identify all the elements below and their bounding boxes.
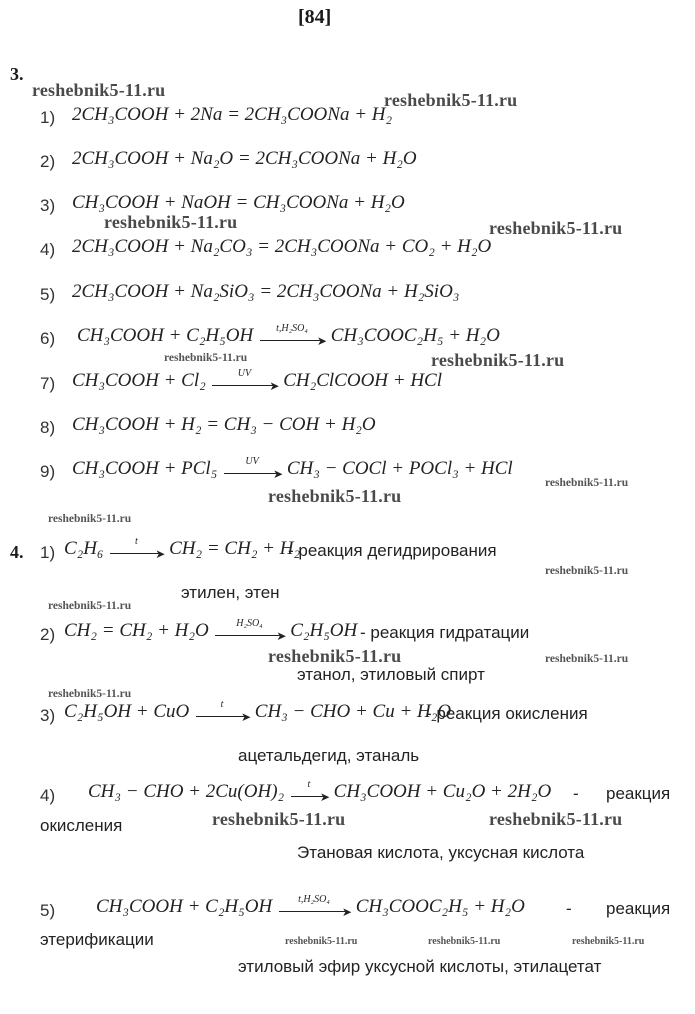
reaction-arrow-icon: UV ➤ (224, 471, 280, 474)
s4-item-3-right: CH₃ − CHO + Cu + H₂O (254, 701, 452, 722)
s3-item-3-num: 3) (40, 196, 56, 215)
reaction-arrow-icon: UV ➤ (212, 383, 276, 386)
reaction-arrow-icon: t,H₂SO₄ ➤ (260, 338, 324, 341)
s4-item-5-equation (96, 896, 525, 918)
watermark: reshebnik5-11.ru (431, 350, 565, 370)
watermark: reshebnik5-11.ru (572, 936, 645, 947)
s4-item-1-num: 1) (40, 543, 56, 562)
s4-item-5-num: 5) (40, 901, 56, 920)
s4-item-5-right: CH₃COOC₂H₅ + H₂O (355, 896, 525, 917)
s4-item-2-right: C₂H₅OH (290, 620, 358, 641)
watermark: reshebnik5-11.ru (489, 809, 623, 829)
watermark: reshebnik5-11.ru (212, 809, 346, 829)
s4-item-3-num: 3) (40, 706, 56, 725)
s4-item-5-left: CH₃COOH + C₂H₅OH (96, 896, 273, 917)
s4-item-4-dash: - (573, 784, 579, 803)
s4-item-4-reaction-word: реакция (606, 784, 671, 803)
reaction-arrow-icon: t,H₂SO₄ ➤ (279, 909, 349, 912)
s3-item-7-right: CH₂ClCOOH + HCl (283, 370, 443, 391)
section-3-label: 3. (10, 64, 24, 84)
s4-item-2-product-name: этанол, этиловый спирт (297, 665, 485, 684)
s3-item-7-left: CH₃COOH + Cl₂ (72, 370, 206, 391)
reaction-arrow-icon: t ➤ (196, 714, 248, 717)
s4-item-1-equation (64, 538, 300, 560)
watermark: reshebnik5-11.ru (489, 218, 623, 238)
watermark: reshebnik5-11.ru (545, 477, 629, 489)
s4-item-3-equation (64, 701, 451, 723)
watermark: reshebnik5-11.ru (545, 653, 629, 665)
s3-item-2-equation: 2CH₃COOH + Na₂O = 2CH₃COONa + H₂O (72, 148, 417, 169)
watermark: reshebnik5-11.ru (48, 600, 132, 612)
s4-item-2-equation (64, 620, 357, 642)
s3-item-5-num: 5) (40, 285, 56, 304)
s3-item-6-left: CH₃COOH + C₂H₅OH (77, 325, 254, 346)
s3-item-4-num: 4) (40, 240, 56, 259)
watermark: reshebnik5-11.ru (545, 565, 629, 577)
watermark: reshebnik5-11.ru (104, 212, 238, 232)
s4-item-5-product-name: этиловый эфир уксусной кислоты, этилацетат (238, 957, 602, 976)
watermark: reshebnik5-11.ru (268, 646, 402, 666)
s4-item-2-reaction: - реакция гидратации (360, 623, 530, 642)
s4-item-3-product-name: ацетальдегид, этаналь (238, 746, 420, 765)
s4-item-4-equation (88, 781, 551, 803)
watermark: reshebnik5-11.ru (268, 486, 402, 506)
s3-item-6-num: 6) (40, 329, 56, 348)
s3-item-9-num: 9) (40, 462, 56, 481)
s3-item-3-equation: CH₃COOH + NaOH = CH₃COONa + H₂O (72, 192, 405, 213)
watermark: reshebnik5-11.ru (164, 352, 248, 364)
s4-item-1-right: CH₂ = CH₂ + H₂ (169, 538, 301, 559)
s4-item-4-product-name: Этановая кислота, уксусная кислота (297, 843, 585, 862)
s3-item-1-equation: 2CH₃COOH + 2Na = 2CH₃COONa + H₂ (72, 104, 393, 125)
watermark: reshebnik5-11.ru (285, 936, 358, 947)
s4-item-2-left: CH₂ = CH₂ + H₂O (64, 620, 209, 641)
reaction-arrow-icon: H₂SO₄ ➤ (215, 633, 283, 636)
s3-item-2-num: 2) (40, 152, 56, 171)
s3-item-5-equation: 2CH₃COOH + Na₂SiO₃ = 2CH₃COONa + H₂SiO₃ (72, 281, 460, 302)
s3-item-6-right: CH₃COOC₂H₅ + H₂O (330, 325, 500, 346)
s3-item-8-num: 8) (40, 418, 56, 437)
section-4-label: 4. (10, 542, 24, 562)
s4-item-4-reaction-type: окисления (40, 816, 123, 835)
s4-item-2-num: 2) (40, 625, 56, 644)
s4-item-1-left: C₂H₆ (64, 538, 104, 559)
watermark: reshebnik5-11.ru (48, 513, 132, 525)
s4-item-5-reaction-type: этерификации (40, 930, 154, 949)
page-number: [84] (298, 6, 332, 28)
s3-item-7-num: 7) (40, 374, 56, 393)
watermark: reshebnik5-11.ru (384, 90, 518, 110)
watermark: reshebnik5-11.ru (48, 688, 132, 700)
s3-item-9-equation (72, 458, 513, 480)
s4-item-3-reaction: - реакция окисления (426, 704, 588, 723)
s3-item-9-right: CH₃ − COCl + POCl₃ + HCl (286, 458, 513, 479)
reaction-arrow-icon: t ➤ (291, 794, 327, 797)
s4-item-1-product-name: этилен, этен (181, 583, 280, 602)
s4-item-1-reaction: - реакция дегидрирования (288, 541, 497, 560)
s4-item-3-left: C₂H₅OH + CuO (64, 701, 190, 722)
s4-item-4-num: 4) (40, 786, 56, 805)
s3-item-7-equation (72, 370, 442, 392)
s4-item-4-left: CH₃ − CHO + 2Cu(OH)₂ (88, 781, 285, 802)
s3-item-1-num: 1) (40, 108, 56, 127)
s3-item-9-left: CH₃COOH + PCl₅ (72, 458, 218, 479)
reaction-arrow-icon: t ➤ (110, 551, 162, 554)
s4-item-5-dash: - (566, 899, 572, 918)
s4-item-5-reaction-word: реакция (606, 899, 671, 918)
s3-item-8-equation: CH₃COOH + H₂ = CH₃ − COH + H₂O (72, 414, 376, 435)
watermark: reshebnik5-11.ru (32, 80, 166, 100)
s4-item-4-right: CH₃COOH + Cu₂O + 2H₂O (333, 781, 552, 802)
watermark: reshebnik5-11.ru (428, 936, 501, 947)
s3-item-4-equation: 2CH₃COOH + Na₂CO₃ = 2CH₃COONa + CO₂ + H₂O (72, 236, 492, 257)
s3-item-6-equation (77, 325, 500, 347)
